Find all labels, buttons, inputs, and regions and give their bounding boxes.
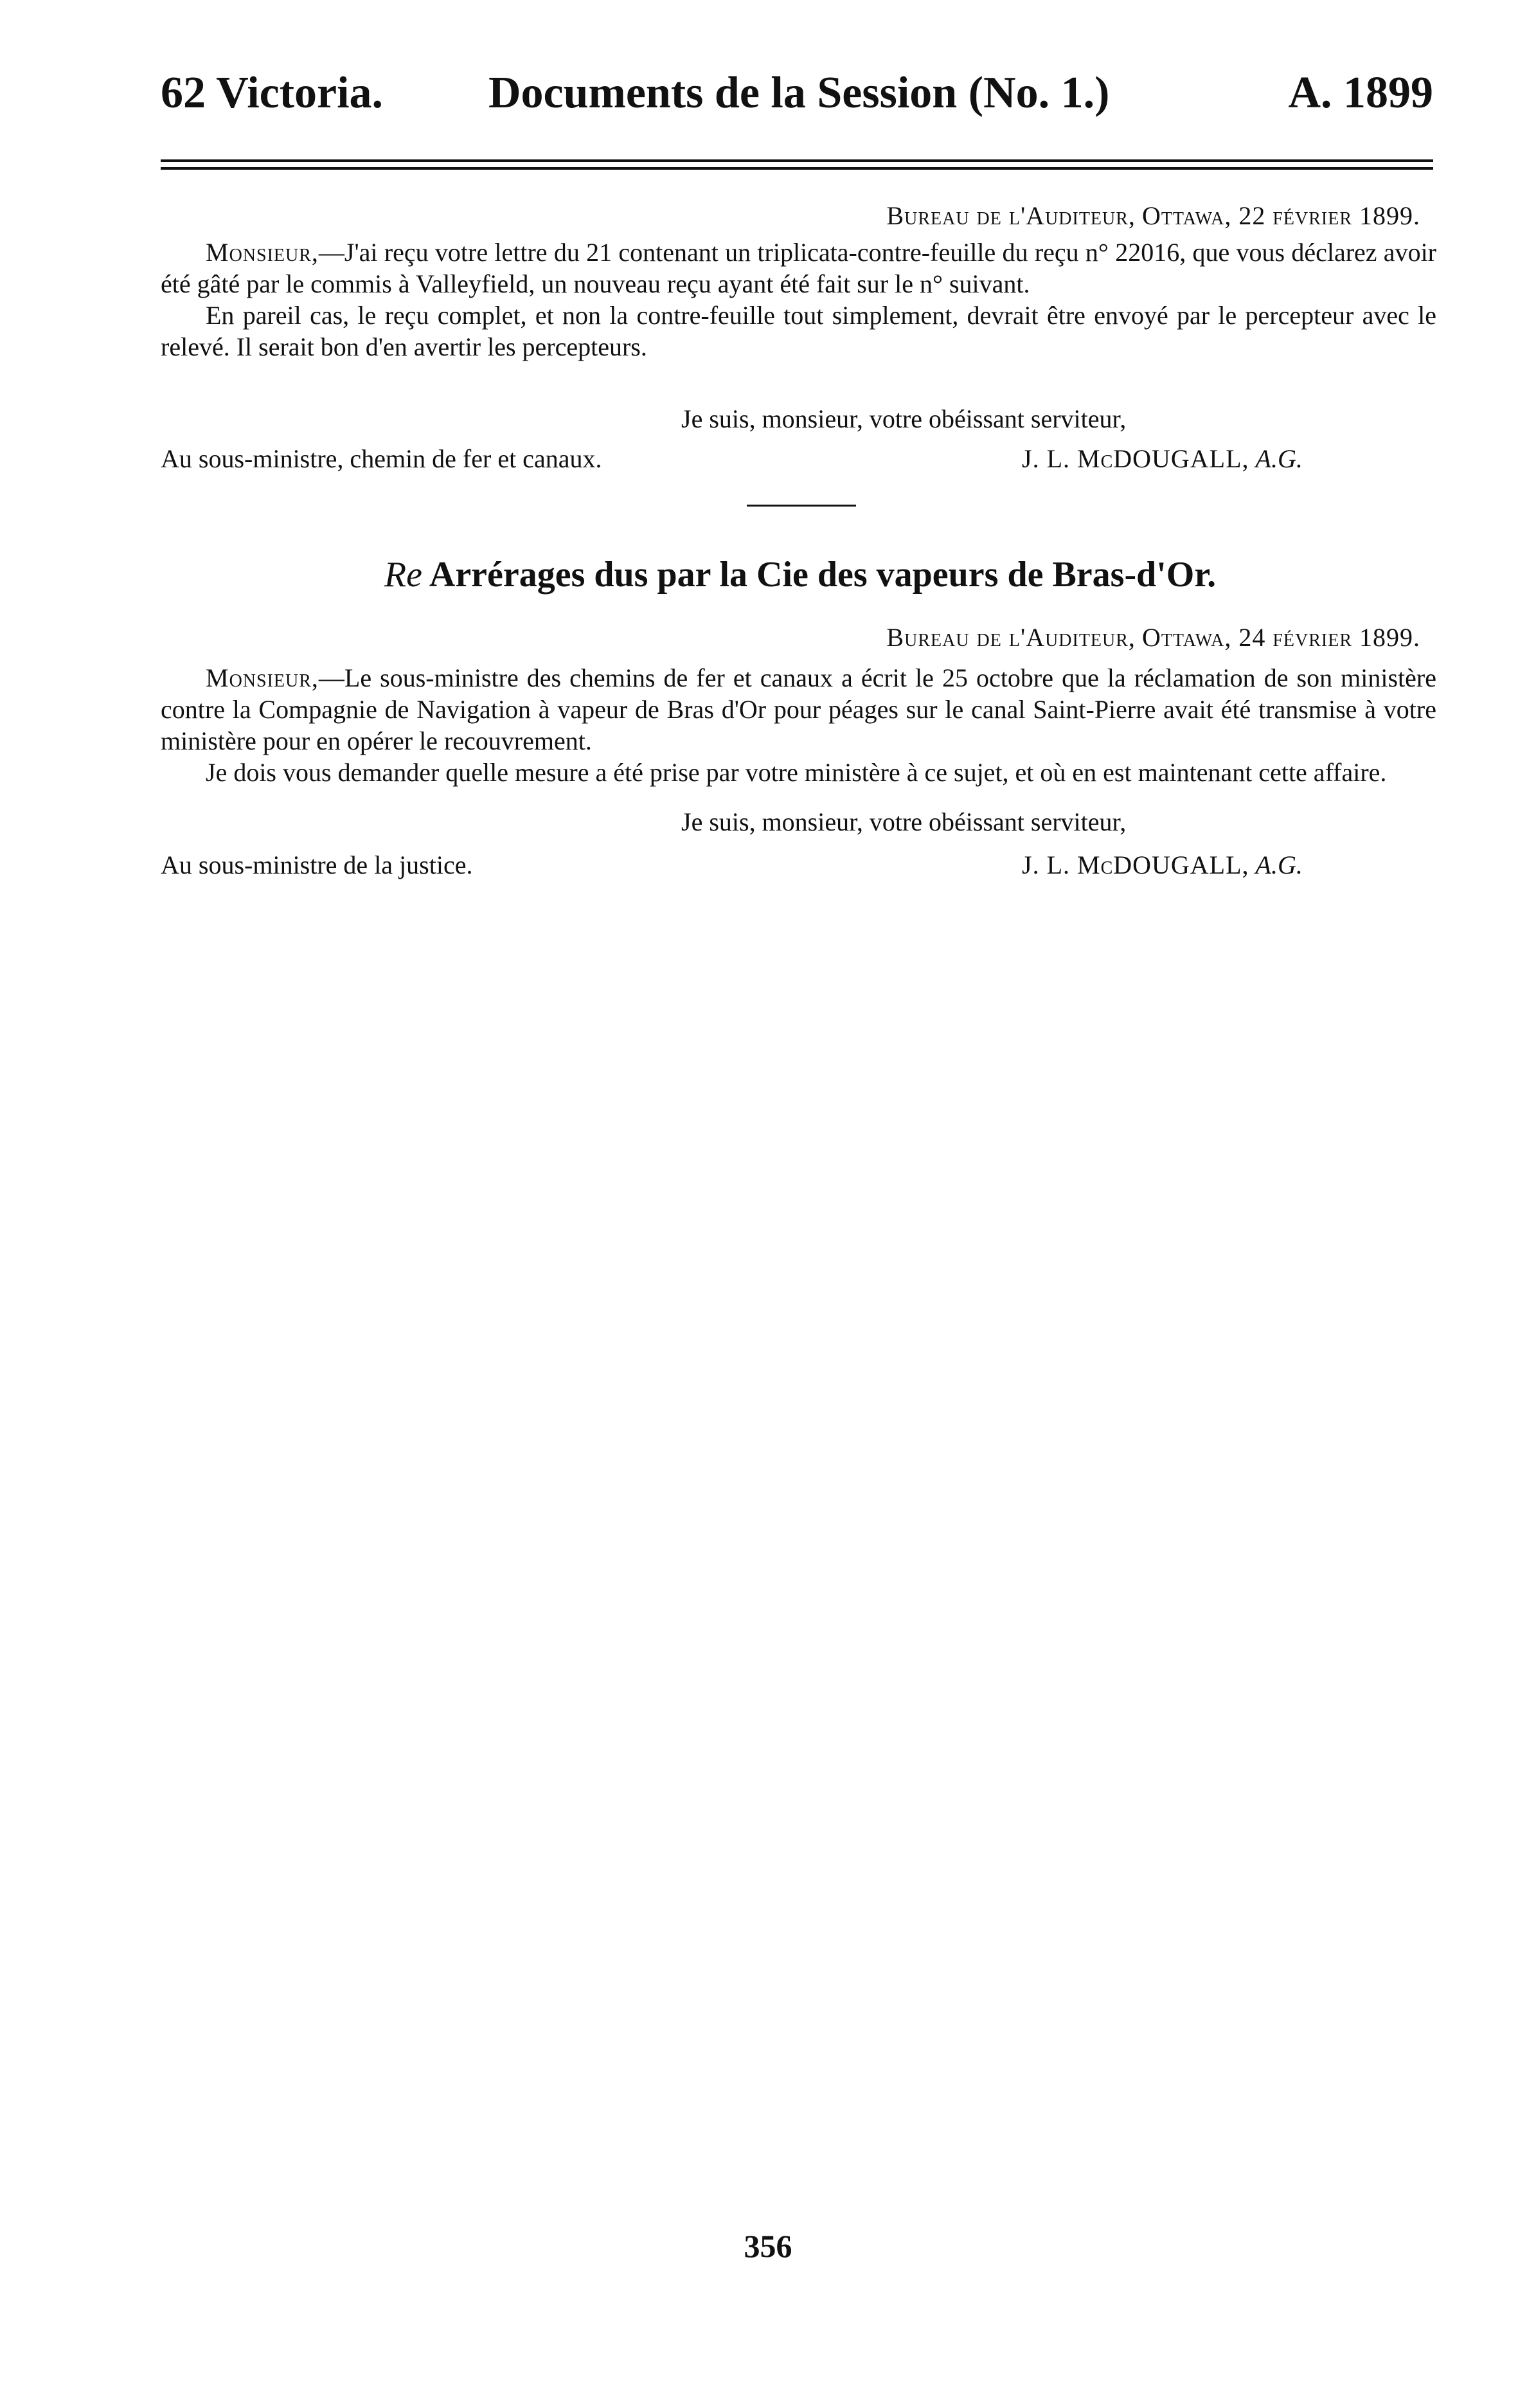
letter1-paragraph2: En pareil cas, le reçu complet, et non la contre-feuille tout simplement, devrait être envoyé par le percepteur avec le relevé. Il serait bon d'en avertir les percepteurs.: [161, 301, 1436, 361]
letter1-signature-name: J. L. McDOUGALL,: [1022, 444, 1249, 473]
letter2-signature-title: A.G.: [1255, 850, 1303, 879]
header-year: A. 1899: [1288, 68, 1433, 118]
letter2-dateline-office: Bureau de l'Auditeur,: [886, 623, 1136, 652]
letter2-dateline-date: Ottawa, 24 février 1899.: [1141, 623, 1420, 652]
section-divider: [747, 505, 856, 507]
letter1-closing: Je suis, monsieur, votre obéissant serviteur,: [681, 404, 1127, 433]
section-re: Re: [384, 555, 422, 595]
letter2-salutation: Monsieur,: [206, 663, 319, 692]
letter2-closing: Je suis, monsieur, votre obéissant serviteur,: [681, 807, 1127, 836]
letter1-dateline-date: Ottawa, 22 février 1899.: [1141, 201, 1420, 230]
letter1-paragraph1: [161, 237, 1436, 300]
letter1-signature: [1022, 444, 1303, 474]
section-title-text: Arrérages dus par la Cie des vapeurs de Bras-d'Or.: [429, 555, 1217, 595]
letter2-addressee: Au sous-ministre de la justice.: [161, 850, 473, 879]
header-volume: 62 Victoria.: [161, 68, 384, 118]
header-title: Documents de la Session (No. 1.): [488, 68, 1110, 118]
letter2-body: [161, 662, 1436, 788]
letter1-paragraph1-text: —J'ai reçu votre lettre du 21 contenant un triplicata-contre-feuille du reçu n° 22016, que vous déclarez avoir été gâté par le commis à Valleyfield, un nouveau reçu ayant été fait sur le n° suivant.: [161, 238, 1436, 298]
page-number: 356: [744, 2228, 792, 2264]
letter2-paragraph2: Je dois vous demander quelle mesure a été prise par votre ministère à ce sujet, et où en est maintenant cette affaire.: [206, 758, 1387, 787]
letter1-signature-title: A.G.: [1255, 444, 1303, 473]
letter2-paragraph1: [161, 662, 1436, 757]
running-header: [161, 67, 1440, 138]
letter1-addressee: Au sous-ministre, chemin de fer et canaux.: [161, 444, 602, 473]
letter2-dateline: [886, 622, 1420, 652]
letter2-signature: [1022, 850, 1303, 880]
letter1-salutation: Monsieur,: [206, 238, 319, 267]
letter2-paragraph1-text: —Le sous-ministre des chemins de fer et canaux a écrit le 25 octobre que la réclamation de son ministère contre la Compagnie de Navigation à vapeur de Bras d'Or pour péages sur le canal Saint-Pierre avait été transmise à votre ministère pour en opérer le recouvrement.: [161, 663, 1436, 755]
letter1-body: [161, 237, 1436, 363]
letter1-dateline: [886, 201, 1420, 231]
section-title: [161, 554, 1440, 595]
letter2-signature-name: J. L. McDOUGALL,: [1022, 850, 1249, 879]
header-double-rule: [161, 159, 1433, 170]
letter1-dateline-office: Bureau de l'Auditeur,: [886, 201, 1136, 230]
